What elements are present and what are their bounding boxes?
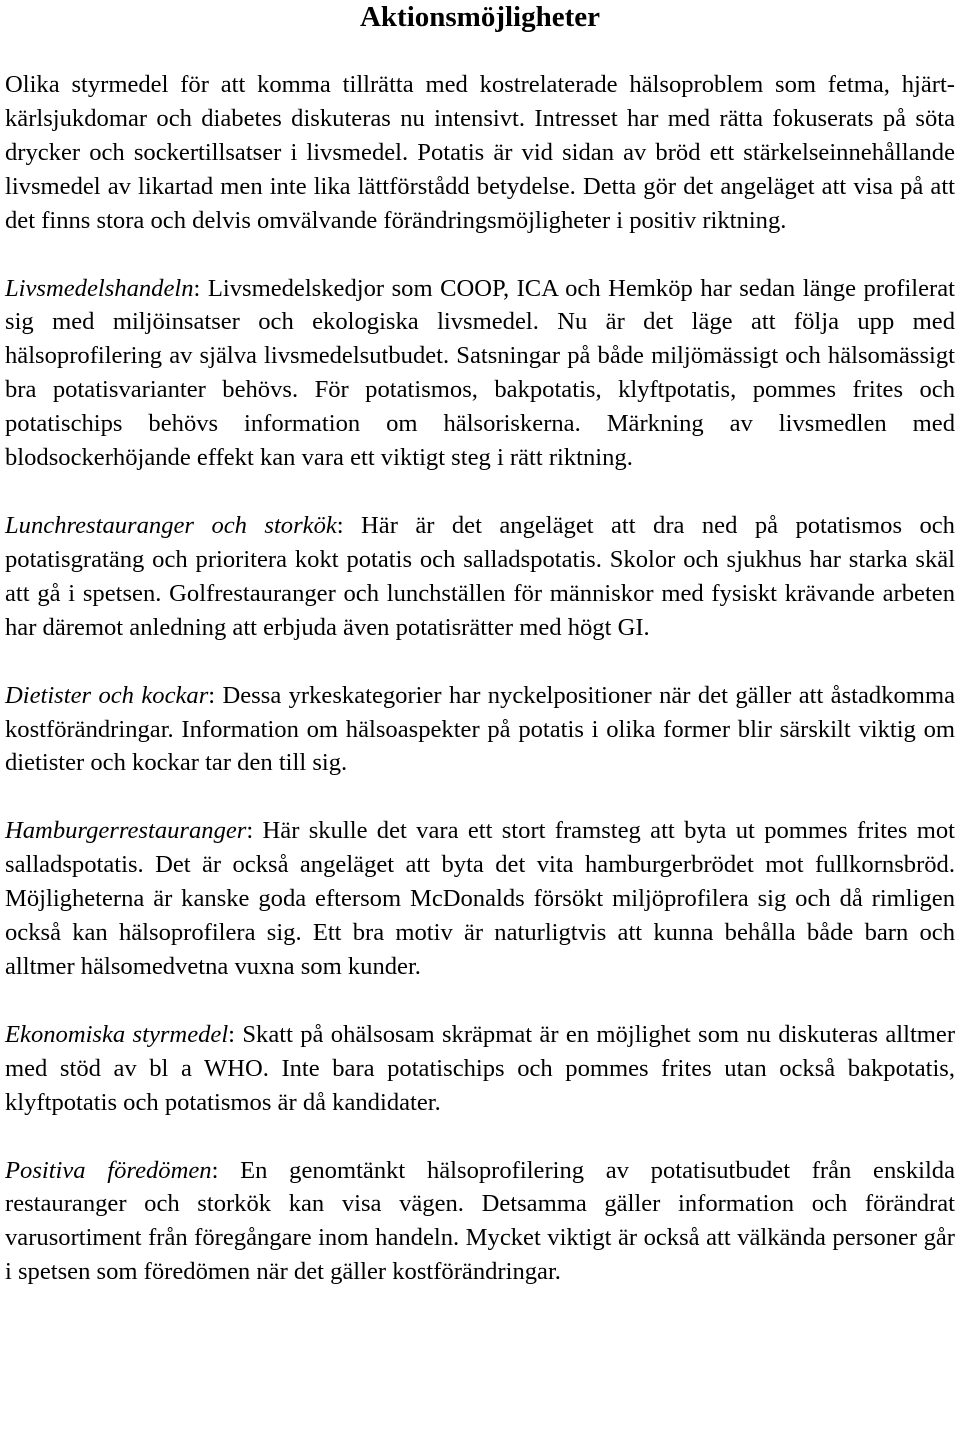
section-livsmedelshandeln	[5, 272, 955, 475]
section-lead: Hamburgerrestauranger	[5, 817, 247, 845]
section-dietister	[5, 679, 955, 781]
section-positiva-foredomen	[5, 1154, 955, 1290]
section-body: : Här är det angeläget att dra ned på potatismos och potatisgratäng och prioritera kokt potatis och salladspotatis. Skolor och sjukhus har starka skäl att gå i spetsen. Golfrestauranger och lunchställen för människor med fysiskt krävande arbeten har däremot anledning att erbjuda även potatisrätter med högt GI.	[5, 511, 955, 641]
section-body: : Livsmedelskedjor som COOP, ICA och Hemköp har sedan länge profilerat sig med miljöinsatser och ekologiska livsmedel. Nu är det läge att följa upp med hälsoprofilering av själva livsmedelsutbudet. Satsningar på både miljömässigt och hälsomässigt bra potatisvarianter behövs. För potatismos, bakpotatis, klyftpotatis, pommes frites och potatischips behövs information om hälsoriskerna. Märkning av livsmedlen med blodsockerhöjande effekt kan vara ett viktigt steg i rätt riktning.	[5, 274, 955, 472]
section-lead: Dietister och kockar	[5, 681, 209, 709]
section-lead: Livsmedelshandeln	[5, 274, 194, 302]
section-lead: Ekonomiska styrmedel	[5, 1020, 229, 1048]
intro-paragraph: Olika styrmedel för att komma tillrätta med kostrelaterade hälsoproblem som fetma, hjärt-kärlsjukdomar och diabetes diskuteras nu intensivt. Intresset har med rätta fokuserats på söta drycker och sockertillsatser i livsmedel. Potatis är vid sidan av bröd ett stärkelseinnehållande livsmedel av likartad men inte lika lättförstådd betydelse. Detta gör det angeläget att visa på att det finns stora och delvis omvälvande förändringsmöjligheter i positiv riktning.	[5, 71, 955, 234]
section-body: : Dessa yrkeskategorier har nyckelpositioner när det gäller att åstadkomma kostförändringar. Information om hälsoaspekter på potatis i olika former blir särskilt viktig om dietister och kockar tar den till sig.	[5, 681, 955, 777]
section-hamburgerrestauranger	[5, 814, 955, 984]
section-body: : Här skulle det vara ett stort framsteg att byta ut pommes frites mot salladspotatis. Det är också angeläget att byta det vita hamburgerbrödet mot fullkornsbröd. Möjligheterna är kanske goda eftersom McDonalds försökt miljöprofilera sig och då rimligen också kan hälsoprofilera sig. Ett bra motiv är naturligtvis att kunna behålla både barn och alltmer hälsomedvetna vuxna som kunder.	[5, 817, 955, 980]
page-title: Aktionsmöjligheter	[359, 1, 601, 33]
section-body: : Skatt på ohälsosam skräpmat är en möjlighet som nu diskuteras alltmer med stöd av bl a WHO. Inte bara potatischips och pommes frites utan också bakpotatis, klyftpotatis och potatismos är då kandidater.	[5, 1020, 956, 1116]
section-ekonomiska-styrmedel	[5, 1018, 955, 1120]
section-lead: Positiva föredömen	[5, 1156, 212, 1184]
section-lunchrestauranger	[5, 509, 955, 645]
section-body: : En genomtänkt hälsoprofilering av potatisutbudet från enskilda restauranger och storkök kan visa vägen. Detsamma gäller information och förändrat varusortiment från föregångare inom handeln. Mycket viktigt är också att välkända personer går i spetsen som föredömen när det gäller kostförändringar.	[5, 1156, 955, 1286]
section-lead: Lunchrestauranger och storkök	[5, 511, 337, 539]
